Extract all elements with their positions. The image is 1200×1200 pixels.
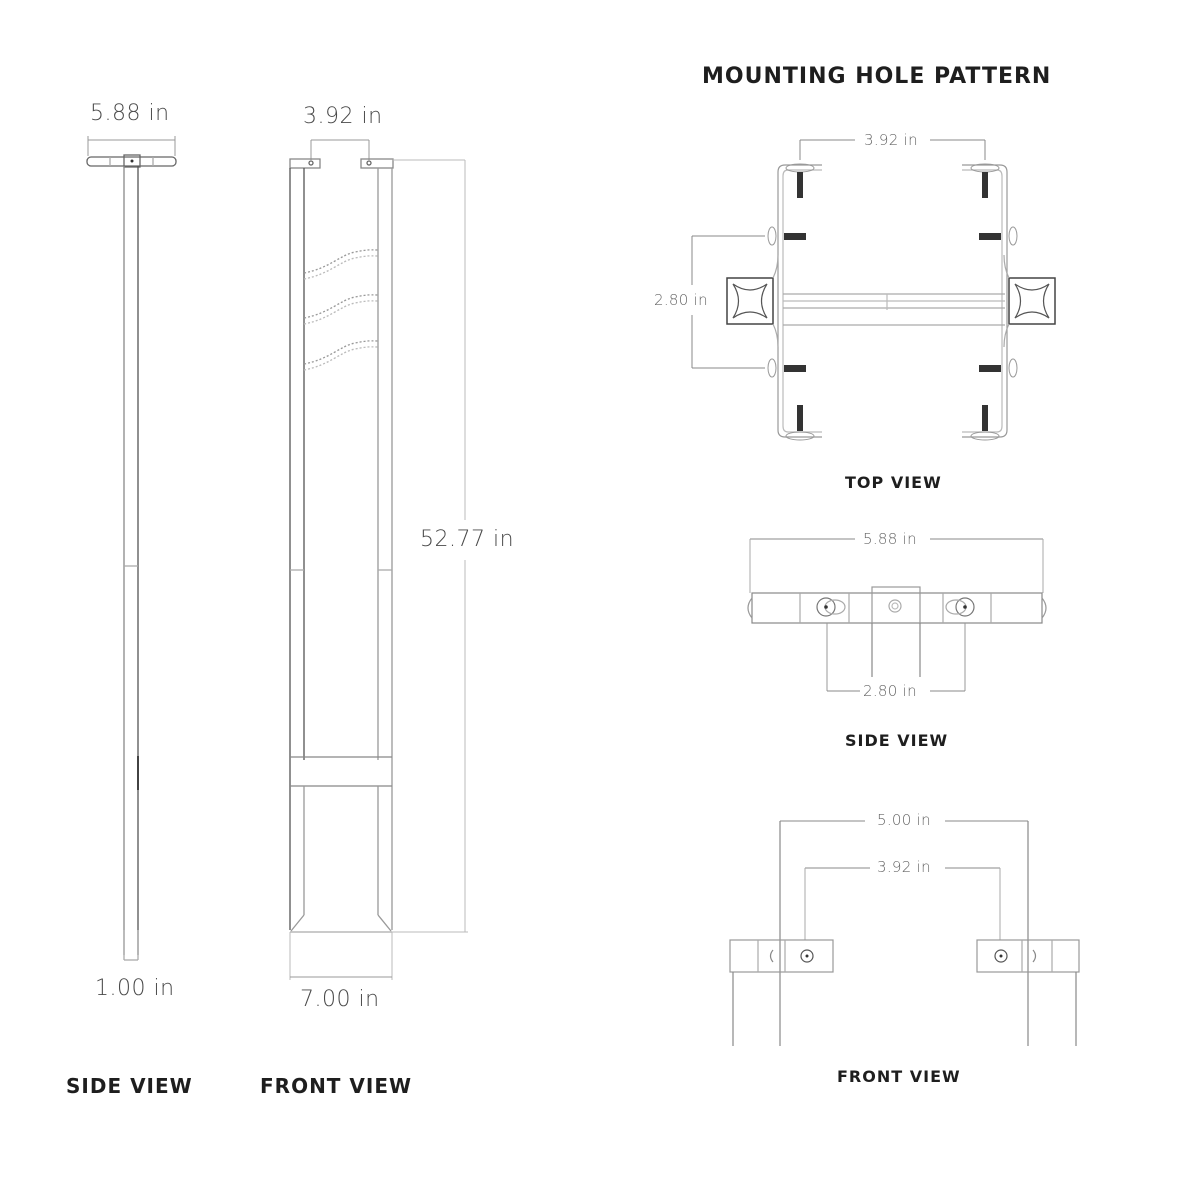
mounting-hole-pattern-title: MOUNTING HOLE PATTERN	[702, 64, 1052, 89]
side-view-title: SIDE VIEW	[66, 1074, 193, 1098]
top-view-title: TOP VIEW	[845, 473, 942, 492]
side-view-bottom-width-label: 1.00 in	[95, 976, 175, 1001]
mounting-side-view-hole-spacing-label: 2.80 in	[863, 682, 917, 700]
top-view-drawing	[692, 140, 1055, 437]
mounting-front-view-title: FRONT VIEW	[837, 1067, 961, 1086]
mounting-side-view-width-label: 5.88 in	[863, 530, 917, 548]
mounting-front-view-outer-spacing-label: 5.00 in	[877, 811, 931, 829]
front-view-hole-spacing-label: 3.92 in	[303, 104, 383, 129]
top-view-horizontal-spacing-label: 3.92 in	[864, 131, 918, 149]
mounting-front-view-hole-spacing-label: 3.92 in	[877, 858, 931, 876]
front-view-height-label: 52.77 in	[420, 527, 515, 552]
side-view-top-width-label: 5.88 in	[90, 101, 170, 126]
top-view-bolts	[768, 164, 1017, 440]
front-view-title: FRONT VIEW	[260, 1074, 413, 1098]
side-view-drawing	[87, 136, 176, 960]
mounting-side-view-title: SIDE VIEW	[845, 731, 949, 750]
mounting-side-view-drawing	[748, 539, 1046, 691]
front-view-base-width-label: 7.00 in	[300, 987, 380, 1012]
mounting-front-view-drawing	[730, 821, 1079, 1046]
front-view-drawing	[290, 140, 468, 980]
top-view-vertical-spacing-label: 2.80 in	[654, 291, 708, 309]
